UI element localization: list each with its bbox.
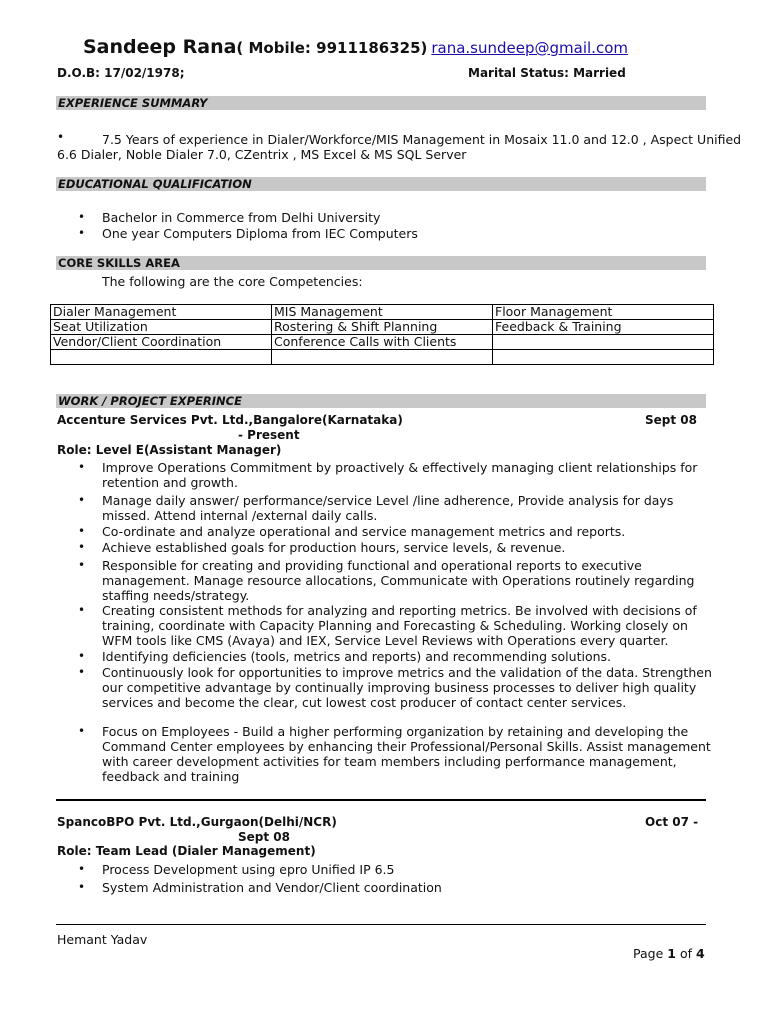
bullet-icon: • [78, 724, 86, 738]
job1-role: Role: Level E(Assistant Manager) [57, 443, 282, 457]
section-title: CORE SKILLS AREA [58, 256, 180, 270]
education-item: One year Computers Diploma from IEC Computers [102, 226, 418, 241]
table-cell: Feedback & Training [493, 320, 714, 335]
bullet-icon: • [78, 226, 86, 240]
job2-date-start: Oct 07 - [645, 815, 699, 829]
table-cell: Vendor/Client Coordination [51, 335, 272, 350]
bullet-icon: • [78, 540, 86, 554]
job2-date-end: Sept 08 [238, 830, 290, 844]
job1-item: Focus on Employees - Build a higher performing organization by retaining and developing the Command Center employees by enhancing their Professional/Personal Skills. Assist management with career development activities for team members including performance management, feedback and training [102, 724, 711, 784]
table-cell: Seat Utilization [51, 320, 272, 335]
footer-divider [56, 924, 706, 925]
page-label: Page [633, 946, 664, 961]
bullet-icon: • [78, 493, 86, 507]
job1-item: Continuously look for opportunities to improve metrics and the validation of the data. Strengthen our competitive advantage by continually improving business processes to deliver high quality services and become the clear, cut lowest cost producer of contact center services. [102, 665, 712, 710]
summary-line-2: 6.6 Dialer, Noble Dialer 7.0, CZentrix , MS Excel & MS SQL Server [57, 147, 467, 162]
candidate-name: Sandeep Rana [83, 36, 237, 58]
job1-item: Responsible for creating and providing functional and operational reports to executive management. Manage resource allocations, Communicate with Operations routinely regarding staffing needs/strategy. [102, 558, 695, 603]
table-cell: Rostering & Shift Planning [272, 320, 493, 335]
bullet-icon: • [57, 130, 65, 144]
job2-role: Role: Team Lead (Dialer Management) [57, 844, 316, 858]
core-skills-intro: The following are the core Competencies: [102, 274, 363, 289]
bullet-icon: • [78, 862, 86, 876]
page-indicator [633, 946, 705, 961]
bullet-icon: • [78, 524, 86, 538]
table-cell: MIS Management [272, 305, 493, 320]
bullet-icon: • [78, 460, 86, 474]
job1-item: Improve Operations Commitment by proactively & effectively managing client relationships for retention and growth. [102, 460, 698, 490]
job1-date-start: Sept 08 [645, 413, 697, 427]
job1-item: Identifying deficiencies (tools, metrics and reports) and recommending solutions. [102, 649, 611, 664]
bullet-icon: • [78, 210, 86, 224]
job1-date-end: - Present [238, 428, 300, 442]
skills-table [50, 304, 714, 365]
section-experience-summary [56, 96, 706, 110]
marital-status: Marital Status: Married [468, 66, 626, 80]
table-row [51, 350, 714, 365]
page-number: 1 [667, 946, 676, 961]
section-title: WORK / PROJECT EXPERINCE [58, 394, 242, 408]
table-cell [493, 335, 714, 350]
email-link[interactable]: rana.sundeep@gmail.com [431, 39, 628, 57]
page-total: 4 [695, 946, 705, 961]
dob: D.O.B: 17/02/1978; [57, 66, 185, 80]
bullet-icon: • [78, 880, 86, 894]
mobile-number: ( Mobile: 9911186325) [236, 39, 428, 57]
table-cell [51, 350, 272, 365]
job1-item: Co-ordinate and analyze operational and service management metrics and reports. [102, 524, 626, 539]
job1-item: Achieve established goals for production hours, service levels, & revenue. [102, 540, 566, 555]
section-education [56, 177, 706, 191]
table-cell: Dialer Management [51, 305, 272, 320]
section-core-skills [56, 256, 706, 270]
footer-author: Hemant Yadav [57, 932, 148, 947]
summary-line-1: 7.5 Years of experience in Dialer/Workforce/MIS Management in Mosaix 11.0 and 12.0 , Aspect Unified [102, 132, 742, 147]
bullet-icon: • [78, 603, 86, 617]
education-item: Bachelor in Commerce from Delhi University [102, 210, 381, 225]
job2-company: SpancoBPO Pvt. Ltd.,Gurgaon(Delhi/NCR) [57, 815, 337, 829]
bullet-icon: • [78, 649, 86, 663]
table-cell [493, 350, 714, 365]
job1-item: Creating consistent methods for analyzing and reporting metrics. Be involved with decisions of training, coordinate with Capacity Planning and Forecasting & Scheduling. Working closely on WFM tools like CMS (Avaya) and IEX, Service Level Reviews with Operations every quarter. [102, 603, 697, 648]
table-row [51, 305, 714, 320]
bullet-icon: • [78, 665, 86, 679]
section-work-experience [56, 394, 706, 408]
job1-company: Accenture Services Pvt. Ltd.,Bangalore(Karnataka) [57, 413, 403, 427]
table-cell: Floor Management [493, 305, 714, 320]
job2-item: System Administration and Vendor/Client coordination [102, 880, 442, 895]
divider [56, 799, 706, 801]
section-title: EDUCATIONAL QUALIFICATION [58, 177, 252, 191]
job2-item: Process Development using epro Unified IP 6.5 [102, 862, 395, 877]
job1-item: Manage daily answer/ performance/service Level /line adherence, Provide analysis for days missed. Attend internal /external daily calls. [102, 493, 674, 523]
header-line [83, 36, 628, 58]
page-of: of [679, 946, 692, 961]
table-cell [272, 350, 493, 365]
table-row [51, 320, 714, 335]
table-cell: Conference Calls with Clients [272, 335, 493, 350]
bullet-icon: • [78, 558, 86, 572]
table-row [51, 335, 714, 350]
section-title: EXPERIENCE SUMMARY [58, 96, 208, 110]
